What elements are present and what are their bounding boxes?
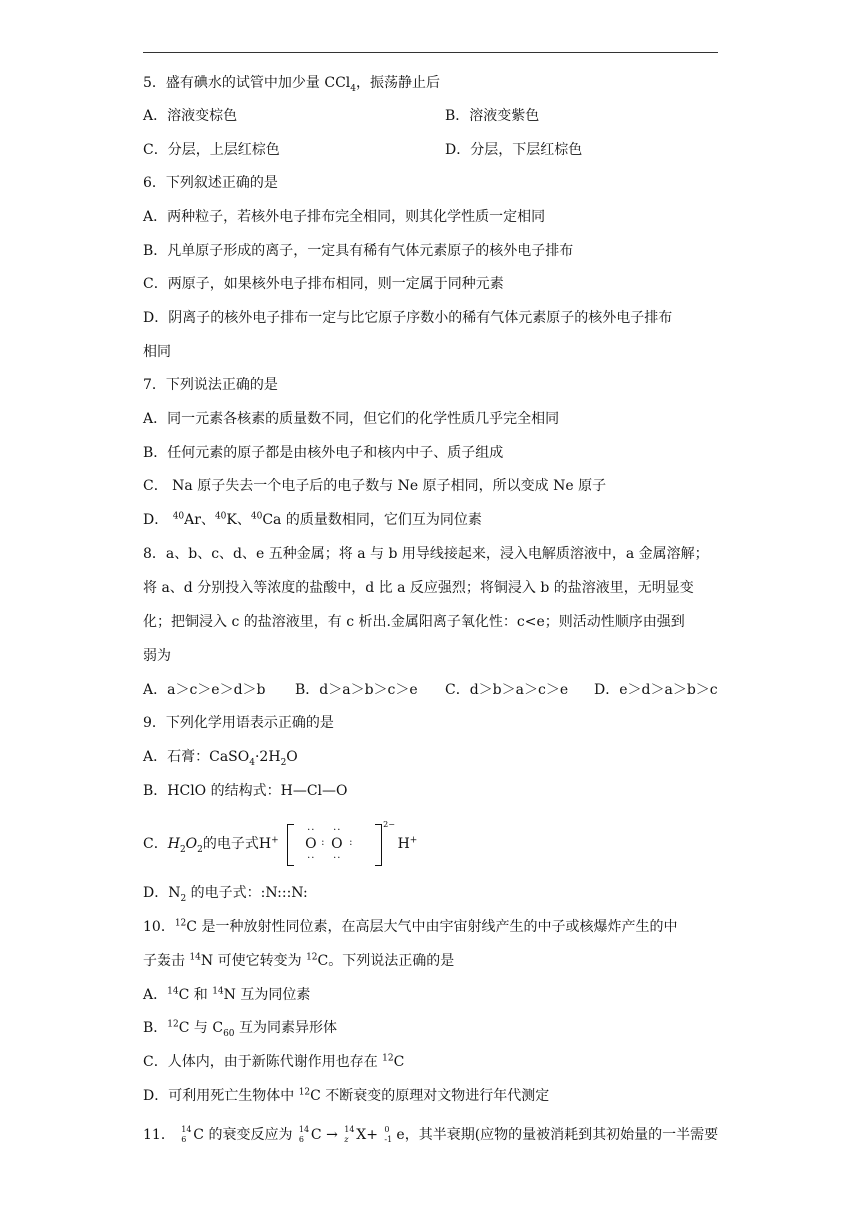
- q11-stem: 11． 14 6 C 的衰变反应为 14 6 C → 14 z X+ 0 -1 e，其半衰期(应物的量被消耗到其初始量的一半需要: [143, 1125, 719, 1144]
- q7-option-d: D． $^{40}$Ar、$^{40}$K、$^{40}$Ca 的质量数相同，它们互为同位素: [143, 511, 482, 528]
- lone-pair-dots: ··: [307, 825, 316, 836]
- q9-option-a: A．石膏：$CaSO_4\cdot 2H_2O$: [143, 749, 298, 768]
- oxygen-atom-1: O: [305, 836, 317, 852]
- q8-stem-line4: 弱为: [143, 648, 171, 664]
- q5-option-c: C．分层，上层红棕色: [143, 142, 280, 158]
- q5-option-d: D．分层，下层红棕色: [445, 142, 583, 158]
- isotope-c14-reactant: 14 6: [298, 1125, 310, 1144]
- q10-option-b: B．$^{12}$C 与 $C_{60}$ 互为同素异形体: [143, 1019, 337, 1039]
- q6-stem: 6．下列叙述正确的是: [143, 175, 278, 191]
- q6-option-a: A．两种粒子，若核外电子排布完全相同，则其化学性质一定相同: [143, 209, 546, 225]
- lone-pair-dots: ··: [333, 853, 342, 864]
- q8-stem-line1: 8．a、b、c、d、e 五种金属；将 a 与 b 用导线接起来，浸入电解质溶液中，a 金属溶解；: [143, 546, 709, 562]
- header-rule: [143, 52, 718, 53]
- q8-stem-line2: 将 a、d 分别投入等浓度的盐酸中，d 比 a 反应强烈；将铜浸入 b 的盐溶液里，无明显变: [143, 580, 694, 596]
- lone-pair-dots: ··: [307, 853, 316, 864]
- q8-option-c: C．d＞b＞a＞c＞e: [445, 682, 569, 698]
- q10-stem-line1: 10．$^{12}$C 是一种放射性同位素，在高层大气中由宇宙射线产生的中子或核爆炸产生的中: [143, 918, 678, 935]
- right-bracket: [375, 824, 382, 866]
- q10-option-a: A．$^{14}$C 和 $^{14}$N 互为同位素: [143, 986, 311, 1003]
- q8-stem-line3: 化；把铜浸入 c 的盐溶液里，有 c 析出.金属阳离子氧化性：c<e；则活动性顺序由强到: [143, 614, 685, 630]
- bond-pair-dots: :: [321, 837, 326, 848]
- oxygen-atom-2: O: [331, 836, 343, 852]
- q8-option-d: D．e＞d＞a＞b＞c: [594, 682, 718, 698]
- q8-option-a: A．a＞c＞e＞d＞b: [143, 682, 266, 698]
- q9-stem: 9．下列化学用语表示正确的是: [143, 715, 334, 731]
- lone-pair-dots: ··: [333, 825, 342, 836]
- q9-option-c: C．$H_2O_2$的电子式H+ ·· O ·· : ·· O ·· : 2− H+: [143, 820, 418, 864]
- q7-stem: 7．下列说法正确的是: [143, 377, 278, 393]
- q6-option-d: D．阴离子的核外电子排布一定与比它原子序数小的稀有气体元素原子的核外电子排布: [143, 310, 673, 326]
- q9-option-b: B．HClO 的结构式：H—Cl—O: [143, 783, 348, 799]
- q10-stem-line2: 子轰击 $^{14}$N 可使它转变为 $^{12}$C。下列说法正确的是: [143, 952, 455, 969]
- q6-option-c: C．两原子，如果核外电子排布相同，则一定属于同种元素: [143, 276, 504, 292]
- q5-option-b: B．溶液变紫色: [445, 108, 540, 124]
- q9-option-d: D．$N_2$ 的电子式：:N:::N:: [143, 885, 308, 904]
- q10-option-d: D．可利用死亡生物体中 $^{12}$C 不断衰变的原理对文物进行年代测定: [143, 1087, 550, 1104]
- isotope-electron: 0 -1: [384, 1125, 393, 1144]
- q6-option-d-cont: 相同: [143, 344, 171, 360]
- charge-label: 2−: [383, 820, 395, 829]
- q7-option-c: C． Na 原子失去一个电子后的电子数与 Ne 原子相同，所以变成 Ne 原子: [143, 478, 607, 494]
- isotope-x: 14 z: [344, 1125, 355, 1144]
- q8-option-b: B．d＞a＞b＞c＞e: [295, 682, 418, 698]
- peroxide-electron-diagram: [283, 822, 393, 866]
- q5-stem: 5．盛有碘水的试管中加少量 CCl$_4$，振荡静止后: [143, 75, 440, 94]
- q7-option-a: A．同一元素各核素的质量数不同，但它们的化学性质几乎完全相同: [143, 411, 560, 427]
- q5-option-a: A．溶液变棕色: [143, 108, 238, 124]
- q7-option-b: B．任何元素的原子都是由核外电子和核内中子、质子组成: [143, 445, 504, 461]
- lone-pair-dots: :: [349, 837, 354, 848]
- q6-option-b: B．凡单原子形成的离子，一定具有稀有气体元素原子的核外电子排布: [143, 243, 574, 259]
- left-bracket: [287, 824, 294, 866]
- isotope-c14: 14 6: [181, 1125, 192, 1144]
- q10-option-c: C．人体内，由于新陈代谢作用也存在 $^{12}$C: [143, 1053, 405, 1070]
